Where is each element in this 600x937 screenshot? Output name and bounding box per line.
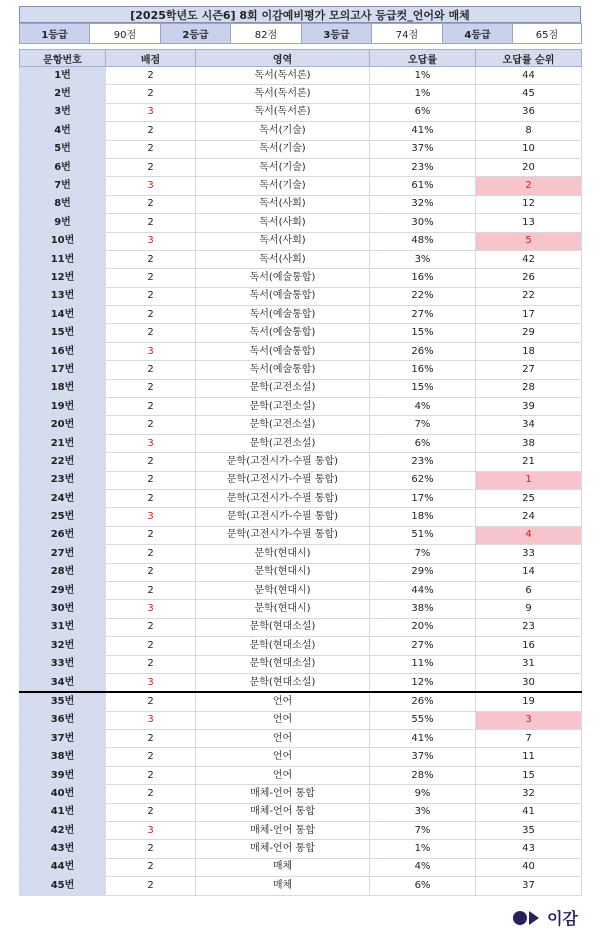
score-points: 2	[106, 122, 196, 140]
table-row	[20, 177, 582, 195]
score-points: 2	[106, 692, 196, 711]
page-title: [2025학년도 시즌6] 8회 이감예비평가 모의고사 등급컷_언어와 매체	[19, 6, 581, 23]
section: 언어	[196, 711, 370, 729]
score-points: 2	[106, 250, 196, 268]
wrong-rate-rank: 24	[476, 508, 582, 526]
wrong-rate: 16%	[370, 361, 476, 379]
wrong-rate: 28%	[370, 766, 476, 784]
table-row	[20, 581, 582, 599]
table-body	[20, 67, 582, 896]
table-row	[20, 858, 582, 876]
section: 독서(독서론)	[196, 85, 370, 103]
table-row	[20, 434, 582, 452]
column-header: 배점	[106, 50, 196, 67]
score-points: 2	[106, 489, 196, 507]
question-number: 45번	[20, 877, 106, 895]
question-number: 19번	[20, 398, 106, 416]
logo-circle-icon	[513, 911, 527, 925]
igam-logo	[513, 906, 578, 929]
question-number: 3번	[20, 103, 106, 121]
score-points: 2	[106, 398, 196, 416]
wrong-rate: 22%	[370, 287, 476, 305]
table-row	[20, 766, 582, 784]
table-row	[20, 840, 582, 858]
score-points: 2	[106, 840, 196, 858]
score-points: 3	[106, 711, 196, 729]
question-number: 38번	[20, 748, 106, 766]
wrong-rate: 27%	[370, 637, 476, 655]
wrong-rate: 4%	[370, 858, 476, 876]
score-points: 2	[106, 877, 196, 895]
wrong-rate: 6%	[370, 877, 476, 895]
grade-score: 90점	[90, 24, 161, 44]
wrong-rate-rank: 1	[476, 471, 582, 489]
wrong-rate: 55%	[370, 711, 476, 729]
score-points: 2	[106, 269, 196, 287]
table-row	[20, 637, 582, 655]
section: 문학(고전소설)	[196, 434, 370, 452]
wrong-rate-rank: 31	[476, 655, 582, 673]
wrong-rate: 15%	[370, 379, 476, 397]
table-row	[20, 748, 582, 766]
logo-triangle-icon	[529, 911, 539, 925]
table-row	[20, 379, 582, 397]
question-number: 15번	[20, 324, 106, 342]
question-number: 17번	[20, 361, 106, 379]
score-points: 3	[106, 103, 196, 121]
section: 매체-언어 통합	[196, 785, 370, 803]
score-points: 2	[106, 306, 196, 324]
section: 독서(독서론)	[196, 67, 370, 85]
question-number: 26번	[20, 526, 106, 544]
wrong-rate: 3%	[370, 250, 476, 268]
table-row	[20, 730, 582, 748]
question-number: 8번	[20, 195, 106, 213]
wrong-rate: 12%	[370, 673, 476, 692]
wrong-rate: 61%	[370, 177, 476, 195]
wrong-rate-rank: 23	[476, 618, 582, 636]
question-number: 1번	[20, 67, 106, 85]
column-header: 오답률	[370, 50, 476, 67]
section: 매체-언어 통합	[196, 840, 370, 858]
section: 매체-언어 통합	[196, 803, 370, 821]
wrong-rate-rank: 12	[476, 195, 582, 213]
wrong-rate: 38%	[370, 600, 476, 618]
wrong-rate: 32%	[370, 195, 476, 213]
wrong-rate-rank: 39	[476, 398, 582, 416]
table-row	[20, 232, 582, 250]
wrong-rate: 1%	[370, 85, 476, 103]
question-number: 41번	[20, 803, 106, 821]
wrong-rate: 7%	[370, 545, 476, 563]
question-number: 33번	[20, 655, 106, 673]
wrong-rate-rank: 28	[476, 379, 582, 397]
score-points: 3	[106, 177, 196, 195]
wrong-rate: 27%	[370, 306, 476, 324]
question-number: 5번	[20, 140, 106, 158]
table-row	[20, 600, 582, 618]
table-row	[20, 140, 582, 158]
section: 문학(현대시)	[196, 581, 370, 599]
question-number: 2번	[20, 85, 106, 103]
wrong-rate-rank: 33	[476, 545, 582, 563]
grade-label: 3등급	[302, 24, 372, 44]
wrong-rate: 62%	[370, 471, 476, 489]
grade-score: 74점	[372, 24, 443, 44]
table-row	[20, 526, 582, 544]
grade-label: 2등급	[161, 24, 231, 44]
wrong-rate-rank: 6	[476, 581, 582, 599]
section: 독서(사회)	[196, 232, 370, 250]
section: 언어	[196, 692, 370, 711]
wrong-rate: 11%	[370, 655, 476, 673]
section: 독서(예술통합)	[196, 342, 370, 360]
grade-label: 1등급	[20, 24, 90, 44]
table-row	[20, 785, 582, 803]
logo-text: 이감	[547, 909, 578, 928]
wrong-rate: 41%	[370, 730, 476, 748]
wrong-rate-rank: 20	[476, 158, 582, 176]
table-row	[20, 324, 582, 342]
score-points: 2	[106, 526, 196, 544]
wrong-rate-rank: 45	[476, 85, 582, 103]
score-points: 3	[106, 673, 196, 692]
wrong-rate-rank: 16	[476, 637, 582, 655]
wrong-rate-rank: 36	[476, 103, 582, 121]
score-points: 2	[106, 618, 196, 636]
wrong-rate-rank: 9	[476, 600, 582, 618]
section: 독서(예술통합)	[196, 324, 370, 342]
score-points: 2	[106, 453, 196, 471]
section: 문학(현대시)	[196, 545, 370, 563]
table-row	[20, 158, 582, 176]
column-header: 문항번호	[20, 50, 106, 67]
table-row	[20, 711, 582, 729]
table-row	[20, 508, 582, 526]
question-number: 10번	[20, 232, 106, 250]
wrong-rate-rank: 38	[476, 434, 582, 452]
score-points: 2	[106, 637, 196, 655]
wrong-rate-rank: 29	[476, 324, 582, 342]
score-points: 2	[106, 581, 196, 599]
wrong-rate-rank: 4	[476, 526, 582, 544]
wrong-rate-rank: 18	[476, 342, 582, 360]
section: 독서(기술)	[196, 158, 370, 176]
wrong-rate: 23%	[370, 158, 476, 176]
wrong-rate-rank: 17	[476, 306, 582, 324]
question-number: 7번	[20, 177, 106, 195]
question-number: 28번	[20, 563, 106, 581]
wrong-rate-rank: 43	[476, 840, 582, 858]
wrong-rate-rank: 5	[476, 232, 582, 250]
grade-score: 82점	[231, 24, 302, 44]
grade-cut-table	[19, 23, 582, 44]
question-number: 27번	[20, 545, 106, 563]
section: 문학(현대소설)	[196, 618, 370, 636]
wrong-rate: 18%	[370, 508, 476, 526]
wrong-rate-rank: 42	[476, 250, 582, 268]
section: 문학(고전시가-수필 통합)	[196, 526, 370, 544]
question-number: 14번	[20, 306, 106, 324]
question-number: 23번	[20, 471, 106, 489]
table-row	[20, 877, 582, 895]
table-row	[20, 103, 582, 121]
table-row	[20, 673, 582, 692]
question-number: 42번	[20, 822, 106, 840]
column-header: 영역	[196, 50, 370, 67]
section: 독서(기술)	[196, 122, 370, 140]
wrong-rate: 41%	[370, 122, 476, 140]
wrong-rate-rank: 19	[476, 692, 582, 711]
question-stats-table	[19, 49, 582, 896]
score-points: 3	[106, 232, 196, 250]
section: 문학(고전시가-수필 통합)	[196, 508, 370, 526]
wrong-rate: 3%	[370, 803, 476, 821]
score-points: 2	[106, 158, 196, 176]
table-row	[20, 250, 582, 268]
wrong-rate: 1%	[370, 67, 476, 85]
table-row	[20, 471, 582, 489]
question-number: 24번	[20, 489, 106, 507]
wrong-rate: 37%	[370, 140, 476, 158]
table-row	[20, 67, 582, 85]
question-number: 39번	[20, 766, 106, 784]
wrong-rate: 26%	[370, 342, 476, 360]
wrong-rate: 16%	[370, 269, 476, 287]
wrong-rate-rank: 21	[476, 453, 582, 471]
wrong-rate-rank: 10	[476, 140, 582, 158]
wrong-rate-rank: 14	[476, 563, 582, 581]
score-points: 2	[106, 85, 196, 103]
section: 문학(고전소설)	[196, 398, 370, 416]
score-points: 2	[106, 324, 196, 342]
question-number: 25번	[20, 508, 106, 526]
question-number: 4번	[20, 122, 106, 140]
column-header: 오답률 순위	[476, 50, 582, 67]
question-number: 44번	[20, 858, 106, 876]
wrong-rate: 17%	[370, 489, 476, 507]
section: 독서(예술통합)	[196, 287, 370, 305]
wrong-rate: 26%	[370, 692, 476, 711]
score-points: 2	[106, 67, 196, 85]
score-points: 2	[106, 361, 196, 379]
question-number: 32번	[20, 637, 106, 655]
section: 문학(현대시)	[196, 600, 370, 618]
section: 문학(고전시가-수필 통합)	[196, 471, 370, 489]
wrong-rate-rank: 40	[476, 858, 582, 876]
wrong-rate: 51%	[370, 526, 476, 544]
section: 독서(사회)	[196, 250, 370, 268]
table-row	[20, 416, 582, 434]
section: 문학(고전소설)	[196, 416, 370, 434]
section: 독서(사회)	[196, 195, 370, 213]
wrong-rate-rank: 7	[476, 730, 582, 748]
score-points: 2	[106, 563, 196, 581]
score-points: 2	[106, 471, 196, 489]
score-points: 2	[106, 195, 196, 213]
score-points: 2	[106, 766, 196, 784]
wrong-rate: 4%	[370, 398, 476, 416]
wrong-rate: 23%	[370, 453, 476, 471]
wrong-rate: 37%	[370, 748, 476, 766]
table-row	[20, 398, 582, 416]
score-points: 2	[106, 287, 196, 305]
wrong-rate-rank: 3	[476, 711, 582, 729]
question-number: 21번	[20, 434, 106, 452]
table-row	[20, 342, 582, 360]
section: 문학(현대소설)	[196, 637, 370, 655]
score-points: 2	[106, 858, 196, 876]
wrong-rate-rank: 35	[476, 822, 582, 840]
grade-score: 65점	[513, 24, 582, 44]
section: 언어	[196, 766, 370, 784]
section: 매체-언어 통합	[196, 822, 370, 840]
score-points: 2	[106, 545, 196, 563]
question-number: 16번	[20, 342, 106, 360]
section: 문학(현대시)	[196, 563, 370, 581]
wrong-rate-rank: 32	[476, 785, 582, 803]
wrong-rate: 9%	[370, 785, 476, 803]
question-number: 18번	[20, 379, 106, 397]
section: 독서(사회)	[196, 214, 370, 232]
table-row	[20, 655, 582, 673]
wrong-rate: 20%	[370, 618, 476, 636]
score-points: 3	[106, 434, 196, 452]
score-points: 2	[106, 785, 196, 803]
question-number: 13번	[20, 287, 106, 305]
table-row	[20, 822, 582, 840]
wrong-rate: 7%	[370, 416, 476, 434]
wrong-rate-rank: 15	[476, 766, 582, 784]
wrong-rate-rank: 37	[476, 877, 582, 895]
section: 매체	[196, 877, 370, 895]
wrong-rate-rank: 25	[476, 489, 582, 507]
question-number: 36번	[20, 711, 106, 729]
section: 문학(고전시가-수필 통합)	[196, 453, 370, 471]
question-number: 35번	[20, 692, 106, 711]
wrong-rate-rank: 13	[476, 214, 582, 232]
wrong-rate: 30%	[370, 214, 476, 232]
question-number: 43번	[20, 840, 106, 858]
wrong-rate: 6%	[370, 434, 476, 452]
question-number: 20번	[20, 416, 106, 434]
wrong-rate-rank: 22	[476, 287, 582, 305]
table-row	[20, 618, 582, 636]
question-number: 37번	[20, 730, 106, 748]
score-points: 3	[106, 342, 196, 360]
score-points: 2	[106, 730, 196, 748]
grade-label: 4등급	[443, 24, 513, 44]
question-number: 29번	[20, 581, 106, 599]
section: 독서(기술)	[196, 140, 370, 158]
wrong-rate-rank: 27	[476, 361, 582, 379]
score-points: 2	[106, 214, 196, 232]
table-row	[20, 361, 582, 379]
section: 문학(현대소설)	[196, 673, 370, 692]
grade-cut-row	[20, 24, 582, 44]
table-row	[20, 563, 582, 581]
score-points: 2	[106, 416, 196, 434]
score-points: 3	[106, 508, 196, 526]
score-points: 2	[106, 655, 196, 673]
wrong-rate-rank: 41	[476, 803, 582, 821]
wrong-rate: 1%	[370, 840, 476, 858]
wrong-rate: 15%	[370, 324, 476, 342]
grade-cut-sheet	[19, 6, 581, 896]
score-points: 3	[106, 600, 196, 618]
wrong-rate-rank: 8	[476, 122, 582, 140]
table-row	[20, 489, 582, 507]
table-row	[20, 195, 582, 213]
section: 문학(고전시가-수필 통합)	[196, 489, 370, 507]
score-points: 2	[106, 803, 196, 821]
table-row	[20, 803, 582, 821]
table-row	[20, 287, 582, 305]
section: 문학(고전소설)	[196, 379, 370, 397]
section: 독서(예술통합)	[196, 306, 370, 324]
table-row	[20, 122, 582, 140]
wrong-rate: 7%	[370, 822, 476, 840]
wrong-rate: 48%	[370, 232, 476, 250]
wrong-rate-rank: 44	[476, 67, 582, 85]
score-points: 2	[106, 140, 196, 158]
section: 문학(현대소설)	[196, 655, 370, 673]
wrong-rate-rank: 2	[476, 177, 582, 195]
question-number: 40번	[20, 785, 106, 803]
wrong-rate-rank: 26	[476, 269, 582, 287]
question-number: 12번	[20, 269, 106, 287]
table-row	[20, 269, 582, 287]
section: 매체	[196, 858, 370, 876]
question-number: 30번	[20, 600, 106, 618]
wrong-rate-rank: 30	[476, 673, 582, 692]
table-row	[20, 692, 582, 711]
question-number: 6번	[20, 158, 106, 176]
wrong-rate: 44%	[370, 581, 476, 599]
section: 독서(독서론)	[196, 103, 370, 121]
section: 언어	[196, 748, 370, 766]
wrong-rate: 29%	[370, 563, 476, 581]
section: 독서(예술통합)	[196, 361, 370, 379]
question-number: 31번	[20, 618, 106, 636]
section: 언어	[196, 730, 370, 748]
question-number: 11번	[20, 250, 106, 268]
score-points: 2	[106, 748, 196, 766]
table-row	[20, 453, 582, 471]
wrong-rate: 6%	[370, 103, 476, 121]
score-points: 3	[106, 822, 196, 840]
table-row	[20, 85, 582, 103]
table-header-row	[20, 50, 582, 67]
question-number: 9번	[20, 214, 106, 232]
table-row	[20, 306, 582, 324]
table-row	[20, 545, 582, 563]
score-points: 2	[106, 379, 196, 397]
section: 독서(기술)	[196, 177, 370, 195]
section: 독서(예술통합)	[196, 269, 370, 287]
table-row	[20, 214, 582, 232]
wrong-rate-rank: 11	[476, 748, 582, 766]
question-number: 34번	[20, 673, 106, 692]
question-number: 22번	[20, 453, 106, 471]
wrong-rate-rank: 34	[476, 416, 582, 434]
